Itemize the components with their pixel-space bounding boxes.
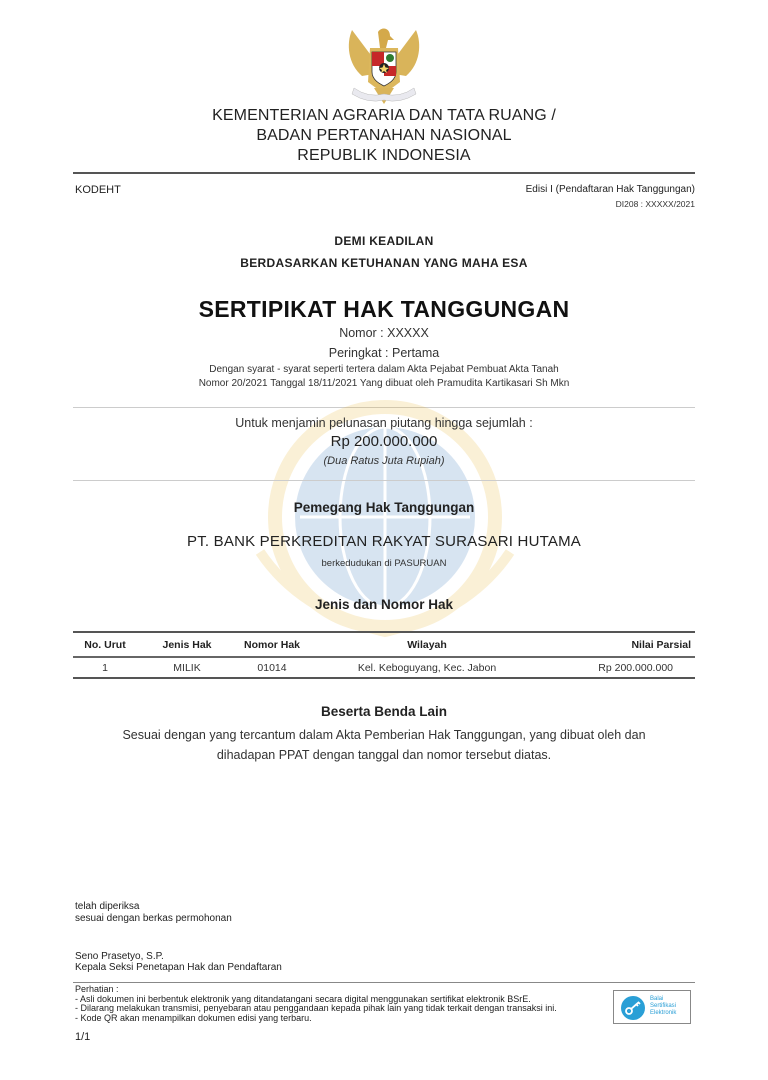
column-header-nilai-parsial: Nilai Parsial (631, 638, 691, 651)
rights-table (73, 631, 695, 679)
cell-no: 1 (102, 661, 108, 674)
notes (75, 985, 557, 1023)
cell-jenis-hak: MILIK (173, 661, 201, 674)
note-item: - Kode QR akan menampilkan dokumen edisi yang terbaru. (75, 1012, 312, 1023)
ministry-line-1: KEMENTERIAN AGRARIA DAN TATA RUANG / (212, 107, 556, 124)
bsre-badge (613, 990, 691, 1024)
certificate-title: SERTIPIKAT HAK TANGGUNGAN (198, 296, 570, 322)
table-row (73, 657, 695, 678)
page-indicator: 1/1 (75, 1031, 91, 1043)
bsre-line-3: Elektronik (650, 1010, 677, 1016)
footer-divider (73, 982, 695, 983)
holder-domicile: berkedudukan di PASURUAN (321, 558, 447, 569)
amount-value: Rp 200.000.000 (330, 433, 438, 450)
holder-heading: Pemegang Hak Tanggungan (293, 500, 475, 515)
rights-heading: Jenis dan Nomor Hak (314, 597, 454, 612)
other-objects-heading: Beserta Benda Lain (320, 704, 448, 719)
key-icon (620, 995, 646, 1021)
column-header-no: No. Urut (84, 638, 126, 651)
note-item: - Asli dokumen ini berbentuk elektronik yang ditandatangani secara digital menggunakan sertifikat elektronik BSrE. (75, 993, 531, 1004)
verification-line-1: telah diperiksa (75, 901, 140, 912)
cell-nilai-parsial: Rp 200.000.000 (598, 661, 673, 674)
ministry-line-3: REPUBLIK INDONESIA (297, 147, 471, 164)
garuda-emblem-icon (344, 24, 424, 106)
signatory-name: Seno Prasetyo, S.P. (75, 951, 164, 962)
cell-nomor-hak: 01014 (257, 661, 287, 674)
terms-line-2: Nomor 20/2021 Tanggal 18/11/2021 Yang dibuat oleh Pramudita Kartikasari Sh Mkn (198, 378, 570, 389)
divider (73, 480, 695, 481)
signatory-position: Kepala Seksi Penetapan Hak dan Pendaftaran (75, 962, 282, 973)
code-label: KODEHT (75, 184, 121, 196)
edition-label: Edisi I (Pendaftaran Hak Tanggungan) (525, 184, 695, 195)
ministry-line-2: BADAN PERTANAHAN NASIONAL (256, 127, 512, 144)
other-objects-line-1: Sesuai dengan yang tercantum dalam Akta Pemberian Hak Tanggungan, yang dibuat oleh dan (122, 728, 646, 742)
table-header-row (73, 632, 695, 657)
notes-heading: Perhatian : (75, 984, 119, 994)
document-reference: DI208 : XXXXX/2021 (615, 199, 695, 209)
bsre-label (650, 996, 676, 1017)
certificate-rank: Peringkat : Pertama (328, 346, 440, 360)
bsre-line-2: Sertifikasi (650, 1003, 677, 1009)
amount-words: (Dua Ratus Juta Rupiah) (323, 455, 445, 467)
signatory (75, 951, 282, 973)
cell-wilayah: Kel. Keboguyang, Kec. Jabon (357, 661, 497, 674)
note-item: - Dilarang melakukan transmisi, penyebaran atau penggandaan kepada pihak lain yang tidak terkait dengan transaksi ini. (75, 1003, 557, 1013)
column-header-jenis-hak: Jenis Hak (162, 638, 212, 651)
preamble-line-1: DEMI KEADILAN (334, 234, 434, 248)
holder-name: PT. BANK PERKREDITAN RAKYAT SURASARI HUTAMA (187, 533, 581, 550)
column-header-nomor-hak: Nomor Hak (243, 638, 300, 651)
ministry-name (0, 106, 768, 166)
header-divider (73, 172, 695, 174)
terms-line-1: Dengan syarat - syarat seperti tertera dalam Akta Pejabat Pembuat Akta Tanah (209, 364, 559, 375)
column-header-wilayah: Wilayah (407, 638, 447, 651)
preamble-line-2: BERDASARKAN KETUHANAN YANG MAHA ESA (240, 256, 528, 270)
verification-note (75, 901, 232, 925)
bsre-line-1: Balai (650, 996, 664, 1002)
verification-line-2: sesuai dengan berkas permohonan (75, 913, 232, 924)
certificate-number: Nomor : XXXXX (339, 326, 429, 340)
other-objects-line-2: dihadapan PPAT dengan tanggal dan nomor tersebut diatas. (216, 748, 552, 762)
amount-intro: Untuk menjamin pelunasan piutang hingga sejumlah : (235, 416, 533, 430)
